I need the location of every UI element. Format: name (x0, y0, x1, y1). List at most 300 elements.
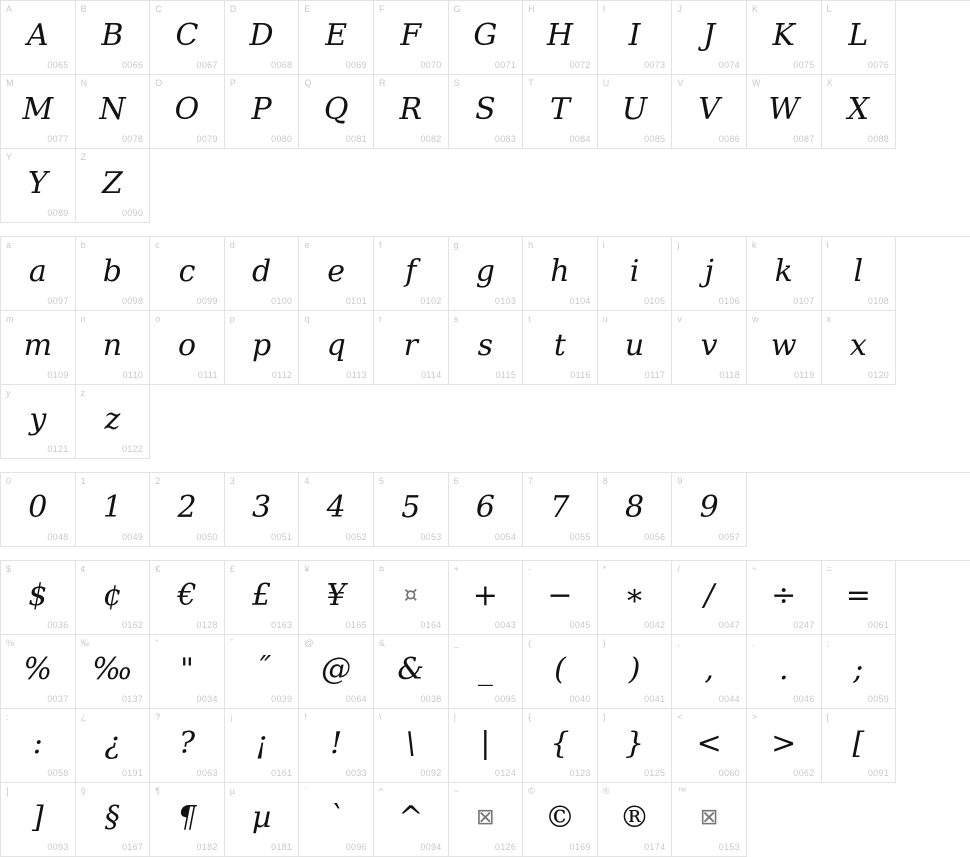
glyph-char-label: _ (453, 638, 459, 648)
glyph-code-label: 0102 (420, 296, 442, 306)
glyph-char-label: Z (80, 152, 87, 162)
glyph-char-label: E (304, 4, 311, 14)
glyph-preview: µ (251, 800, 272, 835)
glyph-char-label: s (453, 314, 459, 324)
glyph-preview: 6 (475, 490, 495, 525)
glyph-cell[interactable] (523, 635, 598, 709)
glyph-cell[interactable] (150, 709, 225, 783)
glyph-preview: j (704, 254, 714, 289)
glyph-preview: ! (330, 726, 343, 761)
glyph-preview: ¥ (326, 578, 346, 613)
glyph-code-label: 0153 (718, 842, 740, 852)
glyph-preview: + (472, 578, 498, 613)
glyph-char-label: 0 (6, 476, 12, 486)
glyph-cell[interactable] (1, 149, 76, 223)
glyph-preview: u (624, 328, 645, 363)
glyph-cell[interactable] (1, 385, 76, 459)
glyph-char-label: k (751, 240, 757, 250)
glyph-cell[interactable] (76, 783, 151, 857)
glyph-preview: K (772, 18, 795, 53)
glyph-code-label: 0098 (121, 296, 144, 306)
glyph-char-label: g (453, 240, 459, 250)
glyph-code-label: 0039 (271, 694, 293, 704)
glyph-cell[interactable] (449, 635, 524, 709)
glyph-cell[interactable] (225, 635, 300, 709)
glyph-cell[interactable] (747, 635, 822, 709)
glyph-cell[interactable] (374, 1, 449, 75)
glyph-code-label: 0079 (196, 134, 218, 144)
glyph-cell[interactable] (76, 385, 151, 459)
glyph-cell[interactable] (598, 635, 673, 709)
glyph-char-label: a (6, 240, 12, 250)
glyph-preview: l (853, 254, 864, 289)
glyph-char-label: M (6, 78, 14, 88)
glyph-char-label: ( (528, 638, 532, 648)
glyph-cell[interactable] (225, 473, 300, 547)
glyph-char-label: + (453, 564, 460, 574)
glyph-cell[interactable] (523, 237, 598, 311)
glyph-code-label: 0128 (196, 620, 218, 630)
glyph-char-label: J (677, 4, 683, 14)
glyph-preview: ` (328, 800, 344, 835)
glyph-char-label: 4 (304, 476, 310, 486)
glyph-char-label: : (6, 712, 9, 722)
glyph-cell[interactable] (1, 311, 76, 385)
glyph-cell[interactable] (150, 561, 225, 635)
glyph-char-label: 8 (602, 476, 608, 486)
glyph-char-label: ; (826, 638, 830, 648)
glyph-cell[interactable] (1, 1, 76, 75)
glyph-code-label: 0191 (121, 768, 144, 778)
glyph-preview: t (553, 328, 566, 363)
glyph-cell[interactable] (523, 75, 598, 149)
glyph-code-label: 0071 (494, 60, 517, 70)
glyph-cell[interactable] (449, 237, 524, 311)
glyph-cell[interactable] (822, 635, 897, 709)
glyph-char-label: m (6, 314, 14, 324)
glyph-cell[interactable] (449, 1, 524, 75)
glyph-cell[interactable] (747, 75, 822, 149)
glyph-cell[interactable] (374, 635, 449, 709)
glyph-cell[interactable] (150, 783, 225, 857)
glyph-preview: 3 (252, 490, 272, 525)
glyph-code-label: 0081 (345, 134, 367, 144)
glyph-cell[interactable] (374, 311, 449, 385)
glyph-cell[interactable] (449, 561, 524, 635)
glyph-cell[interactable] (598, 75, 673, 149)
glyph-cell[interactable] (76, 473, 151, 547)
glyph-char-label: W (751, 78, 761, 88)
glyph-code-label: 0085 (644, 134, 666, 144)
glyph-char-label: H (528, 4, 535, 14)
glyph-code-label: 0107 (793, 296, 815, 306)
glyph-code-label: 0092 (420, 768, 442, 778)
glyph-cell[interactable] (374, 75, 449, 149)
glyph-preview: d (251, 254, 272, 289)
glyph-cell[interactable] (299, 237, 374, 311)
glyph-cell[interactable] (449, 783, 524, 857)
glyph-cell[interactable] (76, 635, 151, 709)
glyph-preview: & (397, 652, 425, 687)
glyph-cell[interactable] (523, 473, 598, 547)
glyph-cell[interactable] (76, 311, 151, 385)
glyph-cell[interactable] (449, 709, 524, 783)
glyph-cell[interactable] (672, 635, 747, 709)
glyph-code-label: 0075 (793, 60, 815, 70)
glyph-code-label: 0083 (494, 134, 517, 144)
glyph-char-label: D (229, 4, 237, 14)
glyph-preview: b (102, 254, 122, 289)
glyph-cell[interactable] (299, 561, 374, 635)
glyph-char-label: ˝ (229, 638, 233, 648)
glyph-char-label: ¡ (229, 712, 233, 722)
glyph-char-label: ™ (677, 786, 687, 796)
glyph-cell[interactable] (1, 473, 76, 547)
glyph-cell[interactable] (598, 709, 673, 783)
glyph-code-label: 0109 (47, 370, 69, 380)
glyph-preview: Z (101, 166, 123, 201)
glyph-preview: ∗ (624, 578, 645, 613)
glyph-char-label: 9 (677, 476, 683, 486)
glyph-cell[interactable] (598, 237, 673, 311)
glyph-char-label: ¶ (155, 786, 161, 796)
glyph-preview: $ (28, 578, 48, 613)
glyph-char-label: $ (6, 564, 12, 574)
glyph-char-label: C (155, 4, 162, 14)
glyph-char-label: N (80, 78, 88, 88)
glyph-cell[interactable] (150, 635, 225, 709)
glyph-cell[interactable] (822, 237, 897, 311)
glyph-char-label: V (677, 78, 684, 88)
glyph-char-label: } (602, 712, 606, 722)
glyph-cell[interactable] (747, 1, 822, 75)
glyph-preview: H (546, 18, 574, 53)
glyph-preview: ¢ (102, 578, 122, 613)
glyph-cell[interactable] (374, 783, 449, 857)
glyph-preview: C (175, 18, 199, 53)
glyph-char-label: K (751, 4, 759, 14)
glyph-char-label: O (155, 78, 163, 88)
glyph-cell[interactable] (150, 1, 225, 75)
glyph-cell[interactable] (598, 311, 673, 385)
glyph-cell[interactable] (672, 237, 747, 311)
glyph-preview: . (778, 652, 789, 687)
glyph-cell[interactable] (1, 237, 76, 311)
glyph-char-label: € (155, 564, 161, 574)
glyph-preview: 1 (102, 490, 122, 525)
glyph-preview: B (101, 18, 124, 53)
glyph-cell[interactable] (598, 1, 673, 75)
glyph-preview: x (849, 328, 867, 363)
glyph-code-label: 0103 (494, 296, 517, 306)
glyph-preview: Q (323, 92, 349, 127)
glyph-preview: V (698, 92, 720, 127)
glyph-preview: M (22, 92, 54, 127)
glyph-code-label: 0104 (569, 296, 591, 306)
glyph-cell[interactable] (299, 635, 374, 709)
glyph-char-label: Q (304, 78, 312, 88)
glyph-preview: O (174, 92, 200, 127)
glyph-code-label: 0076 (867, 60, 890, 70)
glyph-preview: 2 (177, 490, 197, 525)
glyph-code-label: 0181 (271, 842, 293, 852)
glyph-cell[interactable] (672, 561, 747, 635)
glyph-preview: ‰ (92, 652, 133, 687)
glyph-cell[interactable] (76, 75, 151, 149)
glyph-char-label: - (528, 564, 532, 574)
glyph-cell[interactable] (822, 75, 897, 149)
glyph-char-label: v (677, 314, 683, 324)
glyph-cell[interactable] (672, 311, 747, 385)
glyph-cell[interactable] (299, 1, 374, 75)
glyph-preview: ( (554, 652, 566, 687)
glyph-code-label: 0052 (345, 532, 367, 542)
glyph-preview: _ (477, 652, 493, 687)
glyph-char-label: ÷ (751, 564, 758, 574)
glyph-cell[interactable] (523, 311, 598, 385)
glyph-cell[interactable] (150, 75, 225, 149)
glyph-char-label: * (602, 564, 607, 574)
glyph-cell[interactable] (1, 635, 76, 709)
glyph-block-symbols-and-punctuation (0, 560, 970, 857)
glyph-preview: 0 (28, 490, 48, 525)
glyph-cell[interactable] (523, 783, 598, 857)
glyph-cell[interactable] (672, 709, 747, 783)
glyph-code-label: 0137 (121, 694, 144, 704)
glyph-preview: − (547, 578, 573, 613)
glyph-cell[interactable] (76, 149, 151, 223)
glyph-code-label: 0120 (867, 370, 890, 380)
glyph-code-label: 0086 (718, 134, 740, 144)
glyph-cell[interactable] (822, 1, 897, 75)
glyph-cell[interactable] (374, 561, 449, 635)
glyph-code-label: 0034 (196, 694, 218, 704)
glyph-char-label: % (6, 638, 15, 648)
glyph-char-label: f (378, 240, 382, 250)
glyph-preview: " (180, 652, 194, 687)
glyph-preview: k (774, 254, 793, 289)
glyph-char-label: w (751, 314, 759, 324)
glyph-cell[interactable] (523, 1, 598, 75)
glyph-cell[interactable] (299, 783, 374, 857)
glyph-char-label: z (80, 388, 86, 398)
glyph-char-label: p (229, 314, 235, 324)
glyph-cell[interactable] (76, 709, 151, 783)
glyph-preview: 8 (625, 490, 645, 525)
glyph-char-label: G (453, 4, 461, 14)
glyph-cell[interactable] (1, 709, 76, 783)
glyph-code-label: 0087 (793, 134, 815, 144)
glyph-char-label: / (677, 564, 681, 574)
glyph-char-label: h (528, 240, 534, 250)
glyph-cell[interactable] (672, 1, 747, 75)
glyph-code-label: 0056 (644, 532, 666, 542)
glyph-cell[interactable] (225, 783, 300, 857)
glyph-char-label: X (826, 78, 833, 88)
glyph-char-label: 1 (80, 476, 86, 486)
glyph-code-label: 0110 (122, 370, 144, 380)
glyph-char-label: F (378, 4, 385, 14)
glyph-cell[interactable] (747, 237, 822, 311)
glyph-char-label: 5 (378, 476, 385, 486)
glyph-code-label: 0057 (718, 532, 740, 542)
glyph-preview: s (477, 328, 494, 363)
glyph-char-label: j (677, 240, 680, 250)
glyph-preview: , (704, 652, 714, 687)
glyph-cell[interactable] (672, 473, 747, 547)
glyph-cell[interactable] (225, 1, 300, 75)
glyph-cell[interactable] (374, 237, 449, 311)
glyph-char-label: ^ (378, 786, 384, 796)
glyph-char-label: © (528, 786, 535, 796)
glyph-cell[interactable] (523, 561, 598, 635)
glyph-preview: ] (31, 800, 44, 835)
glyph-cell[interactable] (822, 709, 897, 783)
glyph-char-label: . (751, 638, 755, 648)
glyph-preview: v (700, 328, 718, 363)
glyph-code-label: 0042 (644, 620, 666, 630)
glyph-code-label: 0094 (420, 842, 442, 852)
glyph-char-label: ¿ (80, 712, 87, 722)
glyph-cell[interactable] (299, 473, 374, 547)
glyph-preview: ¶ (177, 800, 197, 835)
glyph-code-label: 0070 (420, 60, 442, 70)
glyph-code-label: 0072 (569, 60, 591, 70)
glyph-cell[interactable] (449, 75, 524, 149)
glyph-char-label: I (602, 4, 606, 14)
glyph-cell[interactable] (598, 783, 673, 857)
glyph-char-label: R (378, 78, 386, 88)
glyph-cell[interactable] (225, 709, 300, 783)
glyph-char-label: B (80, 4, 87, 14)
glyph-cell[interactable] (1, 561, 76, 635)
glyph-preview: ; (853, 652, 864, 687)
glyph-cell[interactable] (747, 311, 822, 385)
glyph-preview: } (625, 726, 645, 761)
glyph-code-label: 0115 (495, 370, 517, 380)
glyph-cell[interactable] (76, 561, 151, 635)
glyph-cell[interactable] (150, 237, 225, 311)
glyph-cell[interactable] (374, 709, 449, 783)
glyph-code-label: 0069 (345, 60, 367, 70)
glyph-cell[interactable] (150, 311, 225, 385)
glyph-preview: [ (852, 726, 865, 761)
glyph-preview: o (177, 328, 197, 363)
glyph-preview: A (26, 18, 49, 53)
glyph-char-label: & (378, 638, 386, 648)
glyph-cell[interactable] (1, 75, 76, 149)
glyph-preview: \ (405, 726, 416, 761)
glyph-char-label: c (155, 240, 160, 250)
glyph-char-label: = (826, 564, 832, 574)
glyph-preview: n (102, 328, 123, 363)
glyph-cell[interactable] (299, 75, 374, 149)
glyph-cell[interactable] (225, 311, 300, 385)
glyph-preview: a (28, 254, 47, 289)
glyph-code-label: 0041 (644, 694, 666, 704)
glyph-code-label: 0066 (121, 60, 144, 70)
glyph-char-label: @ (304, 638, 314, 648)
glyph-preview: 7 (550, 490, 570, 525)
glyph-code-label: 0054 (494, 532, 517, 542)
glyph-preview: N (99, 92, 126, 127)
glyph-code-label: 0033 (345, 768, 367, 778)
glyph-cell[interactable] (299, 311, 374, 385)
glyph-char-label: o (155, 314, 161, 324)
glyph-char-label: ! (304, 712, 308, 722)
glyph-code-label: 0046 (793, 694, 815, 704)
glyph-char-label: q (304, 314, 310, 324)
glyph-preview: S (475, 92, 496, 127)
glyph-preview: E (325, 18, 348, 53)
glyph-char-label: ¤ (378, 564, 385, 574)
glyph-block-digits (0, 472, 970, 547)
glyph-code-label: 0073 (644, 60, 666, 70)
glyph-cell[interactable] (523, 709, 598, 783)
glyph-code-label: 0121 (47, 444, 69, 454)
glyph-cell[interactable] (822, 311, 897, 385)
glyph-cell[interactable] (672, 75, 747, 149)
glyph-code-label: 0036 (47, 620, 69, 630)
glyph-code-label: 0099 (196, 296, 218, 306)
glyph-code-label: 0074 (718, 60, 740, 70)
glyph-cell[interactable] (598, 473, 673, 547)
glyph-cell[interactable] (150, 473, 225, 547)
glyph-char-label: Y (6, 152, 13, 162)
glyph-preview: h (550, 254, 570, 289)
glyph-cell[interactable] (225, 561, 300, 635)
glyph-char-label: ) (602, 638, 606, 648)
glyph-code-label: 0063 (196, 768, 218, 778)
glyph-cell[interactable] (822, 561, 897, 635)
glyph-cell[interactable] (449, 473, 524, 547)
glyph-preview: ^ (398, 800, 424, 835)
glyph-code-label: 0050 (196, 532, 218, 542)
glyph-preview: ˝ (254, 652, 270, 687)
glyph-code-label: 0169 (569, 842, 591, 852)
glyph-cell[interactable] (1, 783, 76, 857)
glyph-cell[interactable] (747, 561, 822, 635)
glyph-cell[interactable] (449, 311, 524, 385)
glyph-char-label: n (80, 314, 86, 324)
glyph-preview: % (23, 652, 53, 687)
glyph-cell[interactable] (76, 1, 151, 75)
glyph-cell[interactable] (76, 237, 151, 311)
glyph-char-label: { (528, 712, 532, 722)
glyph-cell[interactable] (747, 709, 822, 783)
glyph-char-label: [ (826, 712, 830, 722)
glyph-cell[interactable] (225, 237, 300, 311)
glyph-cell[interactable] (299, 709, 374, 783)
glyph-char-label: ~ (453, 786, 460, 796)
glyph-cell[interactable] (598, 561, 673, 635)
glyph-cell[interactable] (374, 473, 449, 547)
glyph-preview: ® (619, 800, 650, 835)
glyph-cell[interactable] (225, 75, 300, 149)
glyph-preview: ) (628, 652, 641, 687)
glyph-code-label: 0048 (47, 532, 69, 542)
glyph-code-label: 0162 (121, 620, 144, 630)
glyph-preview: € (177, 578, 197, 613)
glyph-preview: 4 (326, 490, 346, 525)
glyph-preview: J (703, 18, 716, 53)
glyph-preview: ¿ (104, 726, 121, 761)
glyph-preview: e (327, 254, 346, 289)
glyph-cell[interactable] (672, 783, 747, 857)
glyph-char-label: U (602, 78, 610, 88)
glyph-preview: z (104, 402, 121, 437)
glyph-code-label: 0108 (867, 296, 890, 306)
